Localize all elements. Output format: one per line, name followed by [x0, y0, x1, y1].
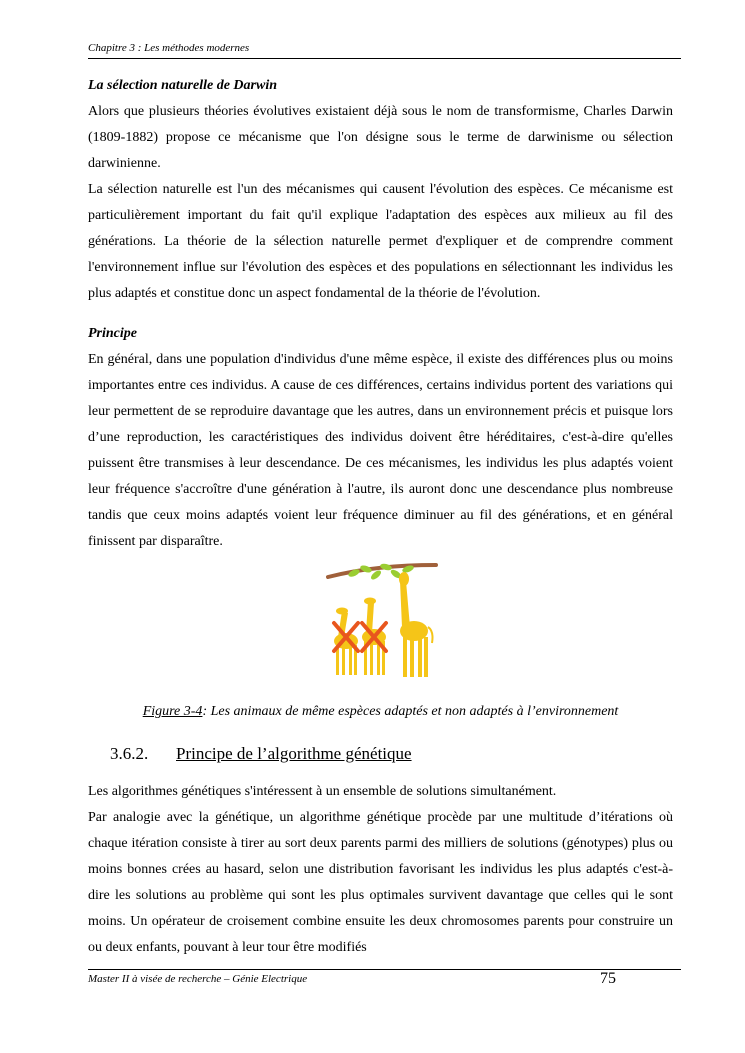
- running-footer: Master II à visée de recherche – Génie Electrique: [88, 973, 308, 985]
- giraffes-illustration: [324, 561, 440, 683]
- figure-caption: [88, 699, 673, 725]
- subsection-title: Principe de l’algorithme génétique: [176, 744, 412, 763]
- footer-rule: [88, 969, 681, 970]
- figure-caption-text: : Les animaux de même espèces adaptés et non adaptés à l’environnement: [202, 704, 619, 719]
- running-header: Chapitre 3 : Les méthodes modernes: [88, 42, 250, 54]
- header-rule: [88, 58, 681, 59]
- page-content: [88, 73, 673, 961]
- section-title-principe: Principe: [88, 326, 137, 341]
- section-title-darwin: La sélection naturelle de Darwin: [88, 78, 277, 93]
- figure-giraffes: [88, 561, 673, 693]
- subsection-heading: [110, 741, 673, 767]
- subsection-number: 3.6.2.: [110, 744, 149, 763]
- paragraph: La sélection naturelle est l'un des mécanismes qui causent l'évolution des espèces. Ce mécanisme est particulièrement important du fait qu'il explique l'adaptation des espèces aux milieux au fil des générations. La théorie de la sélection naturelle permet d'expliquer et de comprendre comment l'environnement influe sur l'évolution des espèces et des populations en sélectionnant les individus les plus adaptés et constitue donc un aspect fondamental de la théorie de l'évolution.: [88, 182, 673, 301]
- page-number: 75: [600, 970, 616, 987]
- paragraph: Les algorithmes génétiques s'intéressent à un ensemble de solutions simultanément.: [88, 784, 557, 799]
- figure-ref: Figure 3-4: [142, 704, 203, 719]
- paragraph: Par analogie avec la génétique, un algorithme génétique procède par une multitude d’itérations où chaque itération consiste à tirer au sort deux parents parmi des milliers de solutions (génotypes) plus ou moins bonnes crées au hasard, selon une distribution favorisant les individus les plus adaptés c'est-à-dire les solutions au problème qui sont les plus optimales survivent davantage que celles qui le sont moins. Un opérateur de croisement combine ensuite les deux chromosomes parents pour construire un ou deux enfants, pouvant à leur tour être modifiés: [88, 810, 673, 955]
- paragraph: En général, dans une population d'individus d'une même espèce, il existe des différences plus ou moins importantes entre ces individus. A cause de ces différences, certains individus portent des variations qui leur permettent de se reproduire davantage que les autres, dans un environnement précis et puisque lors d’une reproduction, les caractéristiques des individus doivent être héréditaires, c'est-à-dire qu'elles puissent être transmises à leur descendance. De ces mécanismes, les individus les plus adaptés voient leur fréquence s'accroître d'une génération à l'autre, ils auront donc une descendance plus nombreuse tandis que ceux moins adaptés voient leur fréquence diminuer au fil des générations, et en général finissent par disparaître.: [88, 352, 673, 549]
- paragraph: Alors que plusieurs théories évolutives existaient déjà sous le nom de transformisme, Charles Darwin (1809-1882) propose ce mécanisme que l'on désigne sous le terme de darwinisme ou sélection darwinienne.: [88, 104, 673, 171]
